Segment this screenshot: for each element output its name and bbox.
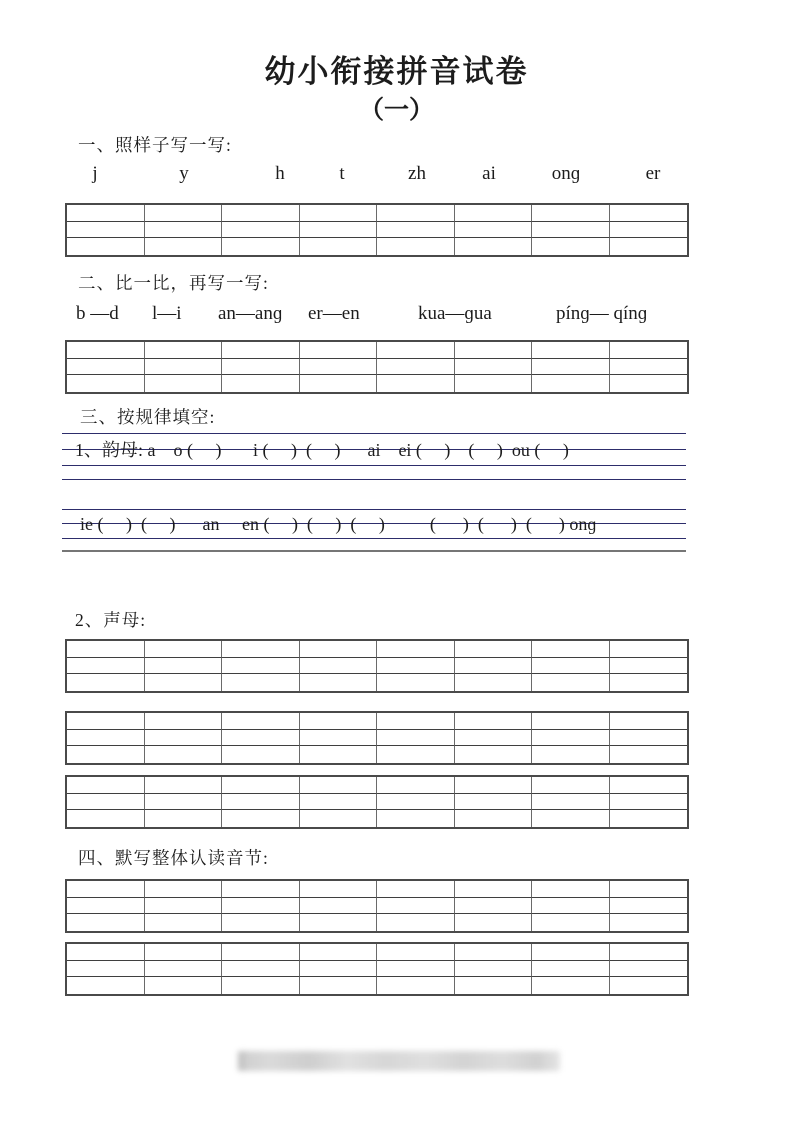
section3-heading: 三、按规律填空:	[80, 407, 216, 427]
table-cell	[377, 881, 455, 898]
table-cell	[222, 746, 300, 763]
table-cell	[455, 977, 533, 994]
table-cell	[610, 674, 688, 691]
table-cell	[377, 713, 455, 730]
table-cell	[300, 205, 378, 222]
table-cell	[222, 881, 300, 898]
table-cell	[610, 944, 688, 961]
table-cell	[377, 342, 455, 359]
table-cell	[610, 881, 688, 898]
table-cell	[67, 794, 145, 811]
table-cell	[67, 898, 145, 915]
table-cell	[300, 238, 378, 255]
table-cell	[532, 944, 610, 961]
example-letter: h	[275, 163, 285, 184]
table-cell	[300, 730, 378, 747]
table-cell	[377, 238, 455, 255]
table-cell	[377, 777, 455, 794]
table-cell	[145, 944, 223, 961]
table-cell	[610, 342, 688, 359]
table-cell	[222, 641, 300, 658]
table-cell	[532, 205, 610, 222]
table-cell	[532, 713, 610, 730]
table-cell	[455, 944, 533, 961]
table-cell	[455, 914, 533, 931]
example-letter: zh	[408, 163, 426, 184]
table-cell	[300, 898, 378, 915]
table-cell	[145, 794, 223, 811]
page-title: 幼小衔接拼音试卷	[264, 54, 529, 89]
table-cell	[67, 777, 145, 794]
table-cell	[145, 205, 223, 222]
table-cell	[610, 977, 688, 994]
table-cell	[532, 977, 610, 994]
table-cell	[300, 674, 378, 691]
table-cell	[377, 810, 455, 827]
table-cell	[610, 658, 688, 675]
table-cell	[145, 674, 223, 691]
table-cell	[145, 222, 223, 239]
table-cell	[222, 238, 300, 255]
compare-pair: l—i	[152, 303, 182, 324]
table-cell	[532, 914, 610, 931]
table-cell	[67, 238, 145, 255]
table-cell	[610, 898, 688, 915]
compare-pair: an—anɡ	[218, 303, 283, 324]
table-cell	[222, 914, 300, 931]
example-letter: ai	[482, 163, 496, 184]
table-cell	[532, 359, 610, 376]
table-cell	[145, 359, 223, 376]
table-cell	[145, 375, 223, 392]
table-cell	[455, 641, 533, 658]
table-cell	[67, 810, 145, 827]
example-letter: er	[645, 163, 661, 184]
table-cell	[222, 375, 300, 392]
table-cell	[610, 222, 688, 239]
table-cell	[610, 375, 688, 392]
table-cell	[610, 730, 688, 747]
table-cell	[300, 944, 378, 961]
table-cell	[300, 794, 378, 811]
table-cell	[300, 961, 378, 978]
table-cell	[377, 746, 455, 763]
table-cell	[67, 658, 145, 675]
table-cell	[300, 375, 378, 392]
table-cell	[377, 914, 455, 931]
table-cell	[145, 238, 223, 255]
table-cell	[610, 205, 688, 222]
table-cell	[610, 713, 688, 730]
table-cell	[532, 794, 610, 811]
table-cell	[300, 222, 378, 239]
section4-heading: 四、默写整体认读音节:	[78, 848, 269, 868]
table-cell	[532, 961, 610, 978]
table-cell	[300, 641, 378, 658]
table-cell	[67, 205, 145, 222]
table-cell	[145, 641, 223, 658]
table-cell	[377, 641, 455, 658]
table-cell	[67, 881, 145, 898]
table-cell	[300, 658, 378, 675]
grid-line	[62, 550, 686, 552]
compare-pair: er—en	[308, 303, 360, 324]
grid-line	[62, 465, 686, 466]
table-cell	[455, 794, 533, 811]
table-cell	[377, 977, 455, 994]
table-cell	[455, 658, 533, 675]
table-cell	[455, 222, 533, 239]
table-cell	[145, 914, 223, 931]
table-cell	[67, 746, 145, 763]
table-cell	[532, 777, 610, 794]
table-cell	[610, 359, 688, 376]
table-cell	[377, 730, 455, 747]
table-cell	[300, 914, 378, 931]
writing-table-2	[65, 340, 689, 394]
table-cell	[67, 375, 145, 392]
table-cell	[145, 713, 223, 730]
table-cell	[222, 713, 300, 730]
table-cell	[610, 777, 688, 794]
compare-pair: kua—ɡua	[418, 303, 492, 324]
table-cell	[532, 730, 610, 747]
table-cell	[455, 205, 533, 222]
table-cell	[610, 794, 688, 811]
table-cell	[145, 977, 223, 994]
table-cell	[222, 359, 300, 376]
writing-table-3	[65, 639, 689, 693]
table-cell	[455, 777, 533, 794]
table-cell	[532, 810, 610, 827]
table-cell	[532, 898, 610, 915]
table-cell	[455, 730, 533, 747]
table-cell	[532, 222, 610, 239]
example-letter: y	[179, 163, 189, 184]
table-cell	[455, 898, 533, 915]
compare-pair: pínɡ— qínɡ	[556, 303, 648, 324]
table-cell	[67, 961, 145, 978]
table-cell	[67, 944, 145, 961]
table-cell	[145, 658, 223, 675]
pinyin-fourline-grid-2	[62, 509, 686, 552]
table-cell	[222, 658, 300, 675]
section2-heading: 二、比一比，再写一写:	[78, 273, 269, 293]
section3-initials-heading: 2、声母:	[75, 610, 147, 630]
table-cell	[67, 641, 145, 658]
table-cell	[222, 944, 300, 961]
table-cell	[377, 898, 455, 915]
table-cell	[145, 961, 223, 978]
table-cell	[532, 342, 610, 359]
table-cell	[377, 359, 455, 376]
table-cell	[377, 674, 455, 691]
table-cell	[532, 375, 610, 392]
table-cell	[455, 961, 533, 978]
section1-example-letters	[0, 163, 793, 189]
table-cell	[222, 222, 300, 239]
table-cell	[222, 810, 300, 827]
table-cell	[532, 746, 610, 763]
table-cell	[67, 730, 145, 747]
table-cell	[610, 746, 688, 763]
section1-heading: 一、照样子写一写:	[78, 135, 232, 155]
writing-table-4	[65, 711, 689, 765]
table-cell	[222, 730, 300, 747]
table-cell	[455, 342, 533, 359]
table-cell	[610, 914, 688, 931]
table-cell	[145, 730, 223, 747]
table-cell	[222, 961, 300, 978]
table-cell	[610, 961, 688, 978]
table-cell	[222, 342, 300, 359]
table-cell	[300, 359, 378, 376]
table-cell	[610, 810, 688, 827]
table-cell	[145, 881, 223, 898]
vowel-fill-line-1: 1、韵母: a o ( ) i ( ) ( ) ai ei ( ) ( ) ou ( )	[75, 440, 569, 460]
table-cell	[222, 674, 300, 691]
table-cell	[222, 205, 300, 222]
table-cell	[145, 898, 223, 915]
example-letter: j	[92, 163, 98, 184]
table-cell	[67, 359, 145, 376]
table-cell	[377, 375, 455, 392]
table-cell	[145, 777, 223, 794]
table-cell	[300, 342, 378, 359]
table-cell	[455, 713, 533, 730]
vowel-fill-line-2: ie ( ) ( ) an en ( ) ( ) ( ) ( ) ( ) ( ) onɡ	[80, 514, 597, 534]
table-cell	[300, 977, 378, 994]
section2-compare-pairs	[0, 303, 793, 333]
table-cell	[455, 674, 533, 691]
table-cell	[377, 944, 455, 961]
table-cell	[145, 810, 223, 827]
example-letter: t	[339, 163, 345, 184]
table-cell	[532, 238, 610, 255]
table-cell	[67, 914, 145, 931]
table-cell	[377, 794, 455, 811]
table-cell	[300, 777, 378, 794]
table-cell	[67, 977, 145, 994]
writing-table-6	[65, 879, 689, 933]
table-cell	[67, 674, 145, 691]
table-cell	[67, 222, 145, 239]
table-cell	[222, 794, 300, 811]
compare-pair: b —d	[76, 303, 119, 324]
grid-line	[62, 538, 686, 539]
table-cell	[532, 658, 610, 675]
table-cell	[532, 674, 610, 691]
table-cell	[377, 205, 455, 222]
table-cell	[455, 375, 533, 392]
table-cell	[300, 810, 378, 827]
table-cell	[532, 641, 610, 658]
table-cell	[455, 746, 533, 763]
page-subtitle: （一）	[358, 97, 434, 124]
table-cell	[455, 238, 533, 255]
table-cell	[222, 777, 300, 794]
pinyin-fourline-grid-1	[62, 433, 686, 481]
writing-table-7	[65, 942, 689, 996]
table-cell	[377, 222, 455, 239]
grid-line	[62, 433, 686, 434]
table-cell	[300, 746, 378, 763]
table-cell	[300, 881, 378, 898]
table-cell	[377, 658, 455, 675]
table-cell	[145, 746, 223, 763]
table-cell	[455, 359, 533, 376]
table-cell	[610, 238, 688, 255]
table-cell	[377, 961, 455, 978]
table-cell	[222, 898, 300, 915]
writing-table-1	[65, 203, 689, 257]
table-cell	[455, 810, 533, 827]
example-letter: onɡ	[551, 163, 581, 184]
table-cell	[222, 977, 300, 994]
table-cell	[67, 713, 145, 730]
table-cell	[300, 713, 378, 730]
table-cell	[145, 342, 223, 359]
table-cell	[532, 881, 610, 898]
writing-table-5	[65, 775, 689, 829]
table-cell	[67, 342, 145, 359]
grid-line	[62, 479, 686, 480]
table-cell	[610, 641, 688, 658]
table-cell	[455, 881, 533, 898]
blurred-watermark	[238, 1051, 560, 1071]
